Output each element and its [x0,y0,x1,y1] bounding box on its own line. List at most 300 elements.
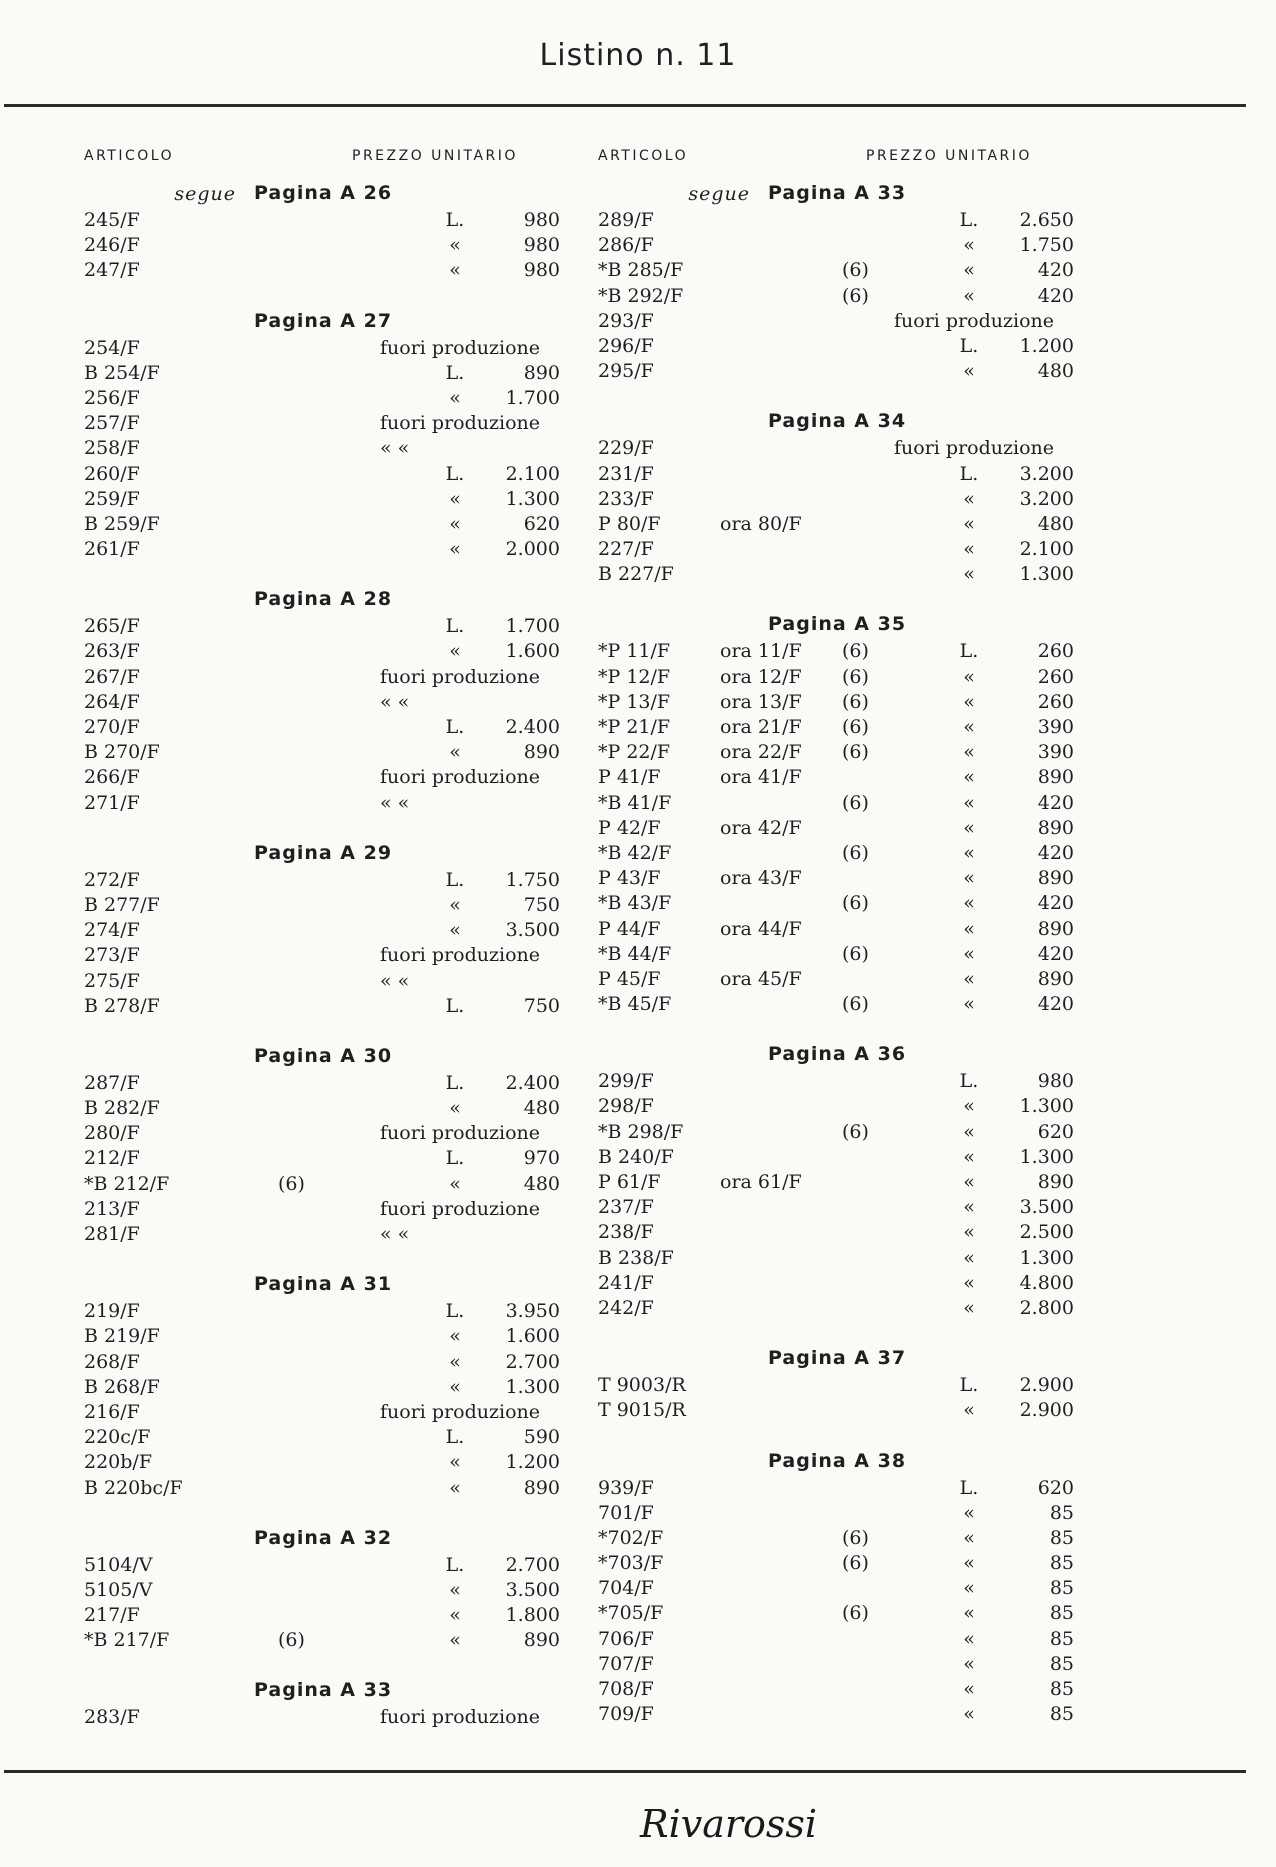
page-heading [598,1043,1138,1069]
status-text: fuori produzione [380,665,540,688]
page-label: Pagina A 28 [254,588,393,611]
currency-mark: « [963,867,975,890]
table-row [598,1601,1138,1626]
page-section [84,588,624,816]
footnote-marker: (6) [842,1552,869,1575]
table-row [598,436,1138,461]
table-row [598,1069,1138,1094]
article-code: 216/F [84,1400,140,1423]
article-code: 266/F [84,766,140,789]
article-code: *705/F [598,1602,664,1625]
page-section [598,1450,1138,1728]
unit-price: 2.500 [1019,1221,1074,1244]
table-row [84,1197,624,1222]
article-code: P 44/F [598,917,661,940]
article-code: *702/F [598,1526,664,1549]
article-code: 706/F [598,1627,654,1650]
table-row [598,715,1138,740]
article-code: 217/F [84,1604,140,1627]
page-section [598,1043,1138,1321]
table-row [84,791,624,816]
unit-price: 1.300 [1019,563,1074,586]
currency-mark: L. [445,615,465,638]
currency-mark: « [963,360,975,383]
page-section [84,1679,624,1730]
footnote-marker: (6) [842,741,869,764]
unit-price: 890 [1037,1171,1074,1193]
article-code: P 61/F [598,1171,661,1193]
unit-price: 85 [1049,1627,1074,1650]
table-row [84,1121,624,1146]
unit-price: 2.400 [505,716,560,738]
article-code: 289/F [598,209,654,231]
article-code: *B 45/F [598,993,672,1016]
article-code: B 219/F [84,1325,160,1348]
currency-mark: « [963,1602,975,1625]
article-code: 287/F [84,1071,140,1094]
table-row [598,1501,1138,1526]
table-row [598,1551,1138,1576]
table-row [598,309,1138,334]
page-section [598,182,1138,384]
table-row [84,639,624,664]
page-heading [84,310,624,336]
unit-price: 620 [1037,1476,1074,1499]
article-code: 219/F [84,1300,140,1323]
table-row [84,487,624,512]
unit-price: 480 [523,1097,560,1120]
article-code: 708/F [598,1678,654,1700]
table-row [598,1094,1138,1119]
article-code: *P 21/F [598,716,671,738]
unit-price: 2.900 [1019,1374,1074,1397]
page-section [84,1045,624,1247]
table-row [84,1375,624,1400]
table-row [598,1296,1138,1321]
article-code: 220b/F [84,1451,153,1474]
unit-price: 260 [1037,665,1074,688]
status-text: « « [380,437,410,460]
article-code: 271/F [84,791,140,814]
right-column [598,148,1138,1753]
currency-mark: « [449,1325,461,1348]
page-label: Pagina A 33 [768,182,907,204]
currency-mark: « [963,1271,975,1294]
article-code: B 240/F [598,1145,674,1168]
page-label: Pagina A 31 [254,1273,393,1296]
currency-mark: « [449,919,461,942]
currency-mark: « [449,487,461,510]
table-row [84,1400,624,1425]
article-code: 299/F [598,1070,654,1093]
currency-mark: L. [445,868,465,891]
footnote-marker: (6) [842,1120,869,1143]
article-code: B 278/F [84,994,160,1017]
status-text: fuori produzione [894,309,1054,332]
replacement-note: ora 80/F [720,512,802,535]
table-row [84,1324,624,1349]
currency-mark: « [449,1476,461,1499]
page-heading [598,410,1138,436]
table-row [598,284,1138,309]
table-row [84,436,624,461]
table-row [84,208,624,233]
table-row [84,918,624,943]
table-row [84,943,624,968]
footnote-marker: (6) [842,640,869,663]
article-code: *P 12/F [598,665,671,688]
unit-price: 420 [1037,791,1074,814]
footnote-marker: (6) [842,942,869,965]
currency-mark: « [963,1120,975,1143]
footnote-marker: (6) [278,1629,305,1652]
unit-price: 3.200 [1019,462,1074,485]
unit-price: 890 [1037,917,1074,940]
currency-mark: « [449,259,461,282]
article-code: 260/F [84,462,140,485]
currency-mark: L. [959,640,979,663]
table-row [598,639,1138,664]
unit-price: 890 [1037,766,1074,789]
header-prezzo: PREZZO UNITARIO [866,148,1032,164]
article-code: 242/F [598,1296,654,1319]
currency-mark: « [449,1350,461,1373]
currency-mark: « [963,690,975,713]
unit-price: 980 [523,259,560,282]
replacement-note: ora 43/F [720,867,802,890]
replacement-note: ora 12/F [720,665,802,688]
article-code: P 42/F [598,816,661,839]
currency-mark: « [449,386,461,409]
currency-mark: « [449,893,461,916]
table-row [598,791,1138,816]
currency-mark: « [449,538,461,561]
unit-price: 420 [1037,892,1074,915]
article-code: B 270/F [84,741,160,764]
unit-price: 620 [1037,1120,1074,1143]
status-text: « « [380,1223,410,1245]
page-heading [598,182,1138,208]
status-text: fuori produzione [380,1706,540,1729]
unit-price: 1.200 [1019,334,1074,357]
unit-price: 390 [1037,716,1074,738]
page-label: Pagina A 37 [768,1347,907,1370]
currency-mark: L. [445,1553,465,1576]
unit-price: 1.300 [505,1375,560,1398]
currency-mark: L. [959,334,979,357]
table-row [598,1677,1138,1702]
page-heading [84,1273,624,1299]
table-row [598,1627,1138,1652]
currency-mark: L. [959,1476,979,1499]
table-row [598,1476,1138,1501]
article-code: 220c/F [84,1426,151,1449]
replacement-note: ora 42/F [720,816,802,839]
status-text: « « [380,969,410,992]
article-code: 237/F [598,1196,654,1219]
unit-price: 85 [1049,1678,1074,1700]
table-row [84,1172,624,1197]
unit-price: 2.700 [505,1553,560,1576]
article-code: B 227/F [598,563,674,586]
table-row [598,917,1138,942]
article-code: B 282/F [84,1097,160,1120]
article-code: 270/F [84,716,140,738]
unit-price: 480 [1037,360,1074,383]
page-label: Pagina A 30 [254,1044,393,1067]
table-row [84,969,624,994]
unit-price: 4.800 [1019,1271,1074,1294]
currency-mark: « [963,816,975,839]
rivarossi-logo [630,1795,870,1855]
page-section [84,310,624,563]
article-code: 267/F [84,665,140,688]
article-code: B 238/F [598,1246,674,1269]
status-text: fuori produzione [380,412,540,435]
table-row [598,765,1138,790]
table-row [84,1553,624,1578]
unit-price: 1.300 [505,487,560,510]
unit-price: 420 [1037,993,1074,1016]
currency-mark: « [963,716,975,738]
currency-mark: L. [445,994,465,1017]
article-code: 701/F [598,1501,654,1524]
table-row [598,334,1138,359]
currency-mark: « [963,917,975,940]
page-heading [84,588,624,614]
table-row [84,1603,624,1628]
status-text: fuori produzione [380,336,540,359]
currency-mark: « [449,512,461,535]
header-articolo: ARTICOLO [84,148,175,164]
status-text: fuori produzione [380,944,540,967]
unit-price: 620 [523,512,560,535]
bottom-rule [4,1770,1246,1773]
currency-mark: « [963,766,975,789]
page-section [84,842,624,1019]
unit-price: 390 [1037,741,1074,764]
currency-mark: « [963,1627,975,1650]
table-row [598,1120,1138,1145]
currency-mark: « [449,1451,461,1474]
article-code: B 259/F [84,512,160,535]
article-code: P 80/F [598,512,661,535]
currency-mark: « [963,1296,975,1319]
footnote-marker: (6) [842,284,869,307]
table-row [84,1299,624,1324]
article-code: 939/F [598,1476,654,1499]
table-row [84,715,624,740]
unit-price: 85 [1049,1501,1074,1524]
article-code: 268/F [84,1350,140,1373]
unit-price: 2.900 [1019,1399,1074,1422]
currency-mark: L. [959,462,979,485]
currency-mark: « [963,1246,975,1269]
currency-mark: « [963,1678,975,1700]
replacement-note: ora 61/F [720,1171,802,1193]
table-row [598,1526,1138,1551]
table-row [84,386,624,411]
unit-price: 1.600 [505,640,560,663]
unit-price: 260 [1037,690,1074,713]
unit-price: 420 [1037,841,1074,864]
article-code: 229/F [598,437,654,460]
page-label: Pagina A 35 [768,613,907,636]
currency-mark: « [963,234,975,257]
unit-price: 1.600 [505,1325,560,1348]
table-row [598,967,1138,992]
table-row [598,1373,1138,1398]
page-label: Pagina A 34 [768,410,907,433]
currency-mark: « [963,538,975,561]
table-row [598,841,1138,866]
article-code: 283/F [84,1706,140,1729]
article-code: 295/F [598,360,654,383]
table-row [84,765,624,790]
article-code: 5104/V [84,1553,153,1576]
replacement-note: ora 11/F [720,640,802,663]
article-code: 275/F [84,969,140,992]
footnote-marker: (6) [842,690,869,713]
currency-mark: L. [445,361,465,384]
currency-mark: « [449,1578,461,1601]
table-row [84,1350,624,1375]
table-row [598,665,1138,690]
page-heading [84,1045,624,1071]
table-row [598,1220,1138,1245]
footnote-marker: (6) [842,665,869,688]
article-code: 272/F [84,868,140,891]
currency-mark: « [449,1375,461,1398]
table-row [84,1578,624,1603]
table-row [84,361,624,386]
table-row [598,359,1138,384]
segue-label: segue [174,183,236,205]
unit-price: 2.000 [505,538,560,561]
status-text: fuori produzione [380,766,540,789]
article-code: 707/F [598,1652,654,1675]
table-row [598,866,1138,891]
currency-mark: « [449,741,461,764]
table-row [84,1071,624,1096]
currency-mark: « [963,563,975,586]
unit-price: 750 [523,893,560,916]
page-section [84,1273,624,1501]
table-row [598,258,1138,283]
table-row [84,690,624,715]
article-code: 231/F [598,462,654,485]
unit-price: 890 [523,1629,560,1652]
footnote-marker: (6) [842,716,869,738]
currency-mark: « [449,1097,461,1120]
article-code: *B 212/F [84,1172,170,1195]
currency-mark: « [963,487,975,510]
page-section [598,410,1138,587]
table-row [84,1705,624,1730]
currency-mark: « [449,234,461,257]
table-row [84,868,624,893]
table-row [598,208,1138,233]
currency-mark: « [963,1171,975,1193]
unit-price: 890 [1037,816,1074,839]
table-row [84,512,624,537]
page-label: Pagina A 27 [254,309,393,332]
status-text: fuori produzione [380,1400,540,1423]
article-code: *B 42/F [598,841,672,864]
article-code: P 41/F [598,766,661,789]
unit-price: 85 [1049,1552,1074,1575]
currency-mark: « [963,1221,975,1244]
article-code: 5105/V [84,1578,153,1601]
page-label: Pagina A 36 [768,1043,907,1066]
article-code: *P 13/F [598,690,671,713]
currency-mark: « [963,1526,975,1549]
page-heading [598,1450,1138,1476]
article-code: *P 11/F [598,640,671,663]
table-row [84,258,624,283]
logo-text: Rivarossi [640,1802,818,1846]
currency-mark: « [963,284,975,307]
table-row [598,1702,1138,1727]
footnote-marker: (6) [842,791,869,814]
table-row [84,893,624,918]
footnote-marker: (6) [842,841,869,864]
page-title: Listino n. 11 [539,38,737,73]
unit-price: 980 [1037,1070,1074,1093]
currency-mark: « [449,1629,461,1652]
unit-price: 85 [1049,1652,1074,1675]
unit-price: 480 [1037,512,1074,535]
unit-price: 2.700 [505,1350,560,1373]
article-code: 246/F [84,234,140,257]
unit-price: 2.100 [505,462,560,485]
currency-mark: « [963,841,975,864]
unit-price: 85 [1049,1526,1074,1549]
currency-mark: « [963,1095,975,1118]
article-code: 254/F [84,336,140,359]
replacement-note: ora 41/F [720,766,802,789]
replacement-note: ora 21/F [720,716,802,738]
table-row [598,992,1138,1017]
table-row [598,816,1138,841]
article-code: *B 298/F [598,1120,684,1143]
article-code: 280/F [84,1122,140,1145]
article-code: 227/F [598,538,654,561]
currency-mark: « [963,892,975,915]
currency-mark: « [963,665,975,688]
table-row [598,942,1138,967]
article-code: 233/F [598,487,654,510]
unit-price: 590 [523,1426,560,1449]
table-row [598,462,1138,487]
currency-mark: L. [959,209,979,231]
table-row [84,1425,624,1450]
article-code: B 268/F [84,1375,160,1398]
table-row [84,537,624,562]
table-row [84,1476,624,1501]
footnote-marker: (6) [842,993,869,1016]
unit-price: 980 [523,234,560,257]
currency-mark: L. [445,209,465,231]
unit-price: 750 [523,994,560,1017]
table-row [84,1628,624,1653]
unit-price: 890 [1037,867,1074,890]
table-row [84,1450,624,1475]
column-header [84,148,624,182]
article-code: *B 217/F [84,1629,170,1652]
currency-mark: « [963,942,975,965]
article-code: 238/F [598,1221,654,1244]
